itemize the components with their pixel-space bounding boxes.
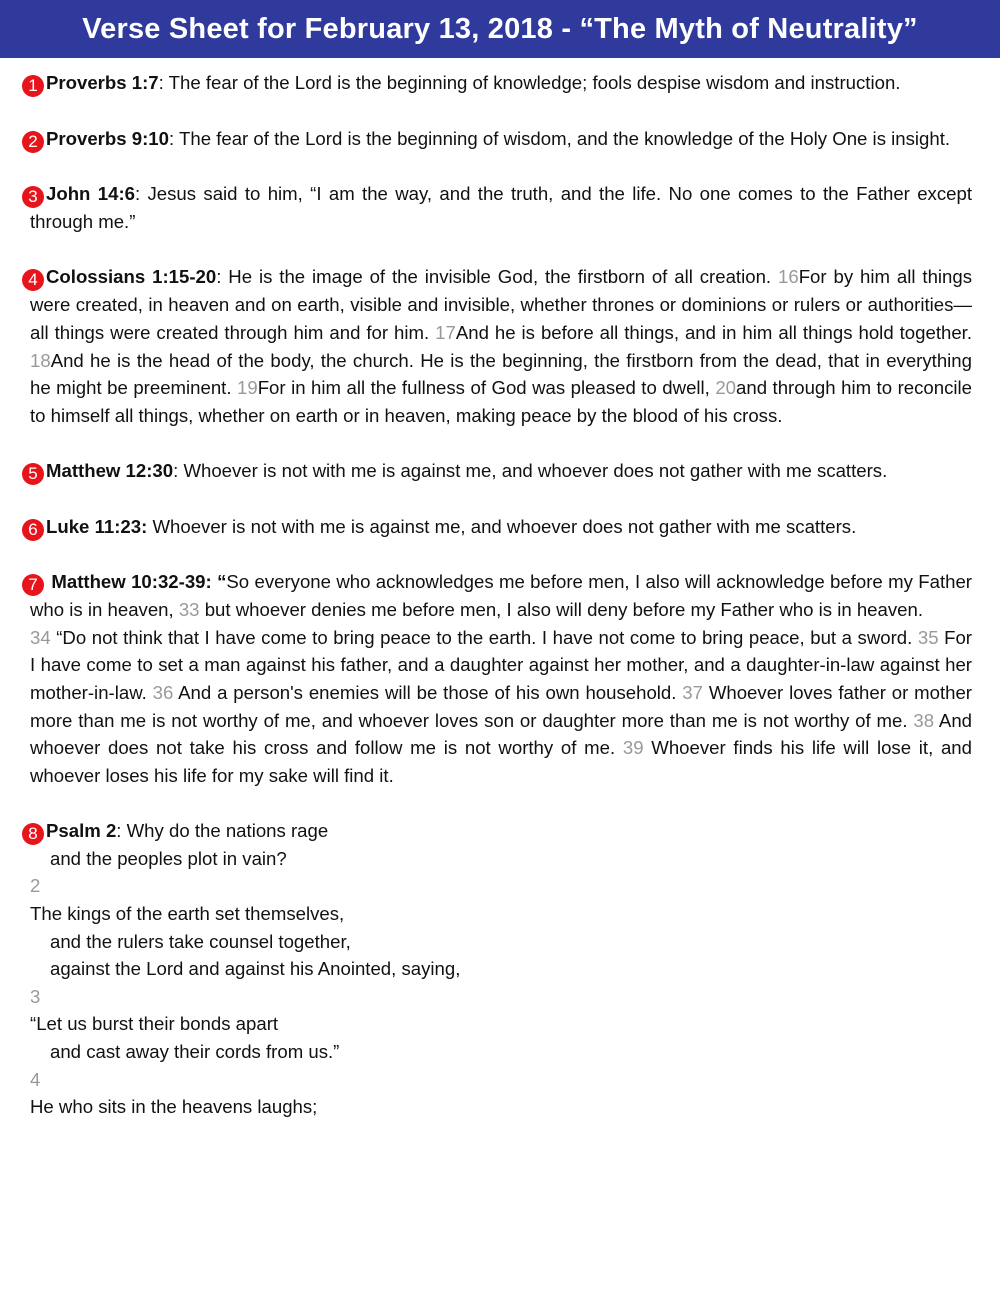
poem-line: “Let us burst their bonds apart xyxy=(30,1013,279,1035)
verse-text: And a person's enemies will be those of his own household. xyxy=(173,681,683,703)
verse-subnumber: 39 xyxy=(622,737,644,759)
verse-item-1 xyxy=(30,69,972,97)
verse-text: And he is before all things, and in him all things hold together. xyxy=(455,321,972,343)
verse-text: Whoever finds his life will lose it, and whoever loses his life for my sake will find it. xyxy=(30,737,972,786)
verse-reference: Luke 11:23: xyxy=(46,515,148,537)
verse-subnumber: 3 xyxy=(30,985,41,1007)
verse-number-badge: 5 xyxy=(22,463,44,485)
verse-subnumber: 20 xyxy=(715,377,737,399)
verse-subnumber: 18 xyxy=(30,349,51,371)
page-title: Verse Sheet for February 13, 2018 - “The Myth of Neutrality” xyxy=(82,12,918,45)
verse-text: : He is the image of the invisible God, the firstborn of all creation. xyxy=(216,266,778,288)
verse-text: And whoever does not take his cross and follow me is not worthy of me. xyxy=(30,709,972,759)
poem-line: The kings of the earth set themselves, xyxy=(30,903,345,925)
verse-subnumber: 37 xyxy=(682,681,703,703)
verse-item-3 xyxy=(30,180,972,236)
poem-line: and the peoples plot in vain? xyxy=(50,847,287,869)
verse-subnumber: 19 xyxy=(237,377,258,399)
verse-text: And he is the head of the body, the church. He is the beginning, the firstborn from the dead, that in everything he might be preeminent. xyxy=(30,349,972,399)
verse-text: : Whoever is not with me is against me, and whoever does not gather with me scatters. xyxy=(173,459,888,481)
verse-text: “Do not think that I have come to bring peace to the earth. I have not come to bring peace, but a sword. xyxy=(50,626,918,648)
verse-subnumber: 17 xyxy=(435,321,456,343)
verse-item-5 xyxy=(30,457,972,485)
verse-item-4 xyxy=(30,263,972,429)
verse-text: Whoever is not with me is against me, and whoever does not gather with me scatters. xyxy=(147,515,857,537)
verse-number-badge: 7 xyxy=(22,574,44,596)
verse-item-6 xyxy=(30,513,972,541)
verse-text: : The fear of the Lord is the beginning of wisdom, and the knowledge of the Holy One is insight. xyxy=(169,127,951,149)
verse-text: For by him all things were created, in heaven and on earth, visible and invisible, whether thrones or dominions or rulers or authorities—all things were created through him and for him. xyxy=(30,266,973,343)
verse-reference: Proverbs 9:10 xyxy=(46,127,169,149)
verse-text: : Why do the nations rage xyxy=(116,819,329,841)
verse-subnumber: 36 xyxy=(152,681,174,703)
verse-subnumber: 34 xyxy=(30,626,51,648)
verse-text: Whoever loves father or mother more than me is not worthy of me, and whoever loves son or daughter more than me is not worthy of me. xyxy=(30,681,972,731)
verse-text: So everyone who acknowledges me before men, I also will acknowledge before my Father who is in heaven, xyxy=(30,571,972,621)
verse-text: : Jesus said to him, “I am the way, and the truth, and the life. No one comes to the Father except through me.” xyxy=(30,183,973,233)
verse-item-8 xyxy=(30,817,972,1121)
verse-number-badge: 4 xyxy=(22,269,44,291)
verse-reference: Matthew 10:32-39: “ xyxy=(51,571,227,593)
verse-reference: Proverbs 1:7 xyxy=(46,72,159,93)
poem-line xyxy=(30,817,972,845)
verse-text: but whoever denies me before men, I also will deny before my Father who is in heaven. xyxy=(199,599,923,621)
poem-line: and the rulers take counsel together, xyxy=(50,930,351,952)
poem-line: and cast away their cords from us.” xyxy=(50,1041,340,1063)
poem-line: He who sits in the heavens laughs; xyxy=(30,1096,318,1118)
verse-number-badge: 8 xyxy=(22,823,44,845)
verse-text: For I have come to set a man against his father, and a daughter against her mother, and a daughter-in-law against her mother-in-law. xyxy=(30,626,972,703)
verse-item-2 xyxy=(30,125,972,153)
verse-subnumber: 33 xyxy=(178,599,200,621)
verse-reference: Matthew 12:30 xyxy=(46,459,174,481)
verse-subnumber: 2 xyxy=(30,875,41,897)
verse-reference: John 14:6 xyxy=(46,183,135,205)
verse-reference: Psalm 2 xyxy=(46,819,117,841)
verse-item-7-continued xyxy=(30,624,972,790)
verse-list xyxy=(0,58,1000,1121)
verse-item-7 xyxy=(30,568,972,624)
verse-subnumber: 38 xyxy=(913,709,935,731)
verse-subnumber: 35 xyxy=(917,626,939,648)
verse-number-badge: 2 xyxy=(22,131,44,153)
verse-subnumber: 4 xyxy=(30,1068,41,1090)
verse-text: : The fear of the Lord is the beginning of knowledge; fools despise wisdom and instruction. xyxy=(158,72,901,93)
verse-number-badge: 3 xyxy=(22,186,44,208)
verse-number-badge: 6 xyxy=(22,519,44,541)
page-header xyxy=(0,0,1000,58)
poem-line: against the Lord and against his Anointed, saying, xyxy=(50,958,461,980)
verse-text: and through him to reconcile to himself all things, whether on earth or in heaven, making peace by the blood of his cross. xyxy=(30,377,972,426)
verse-reference: Colossians 1:15-20 xyxy=(46,266,217,288)
verse-text: For in him all the fullness of God was pleased to dwell, xyxy=(257,377,716,399)
verse-number-badge: 1 xyxy=(22,75,44,97)
verse-subnumber: 16 xyxy=(778,266,799,288)
